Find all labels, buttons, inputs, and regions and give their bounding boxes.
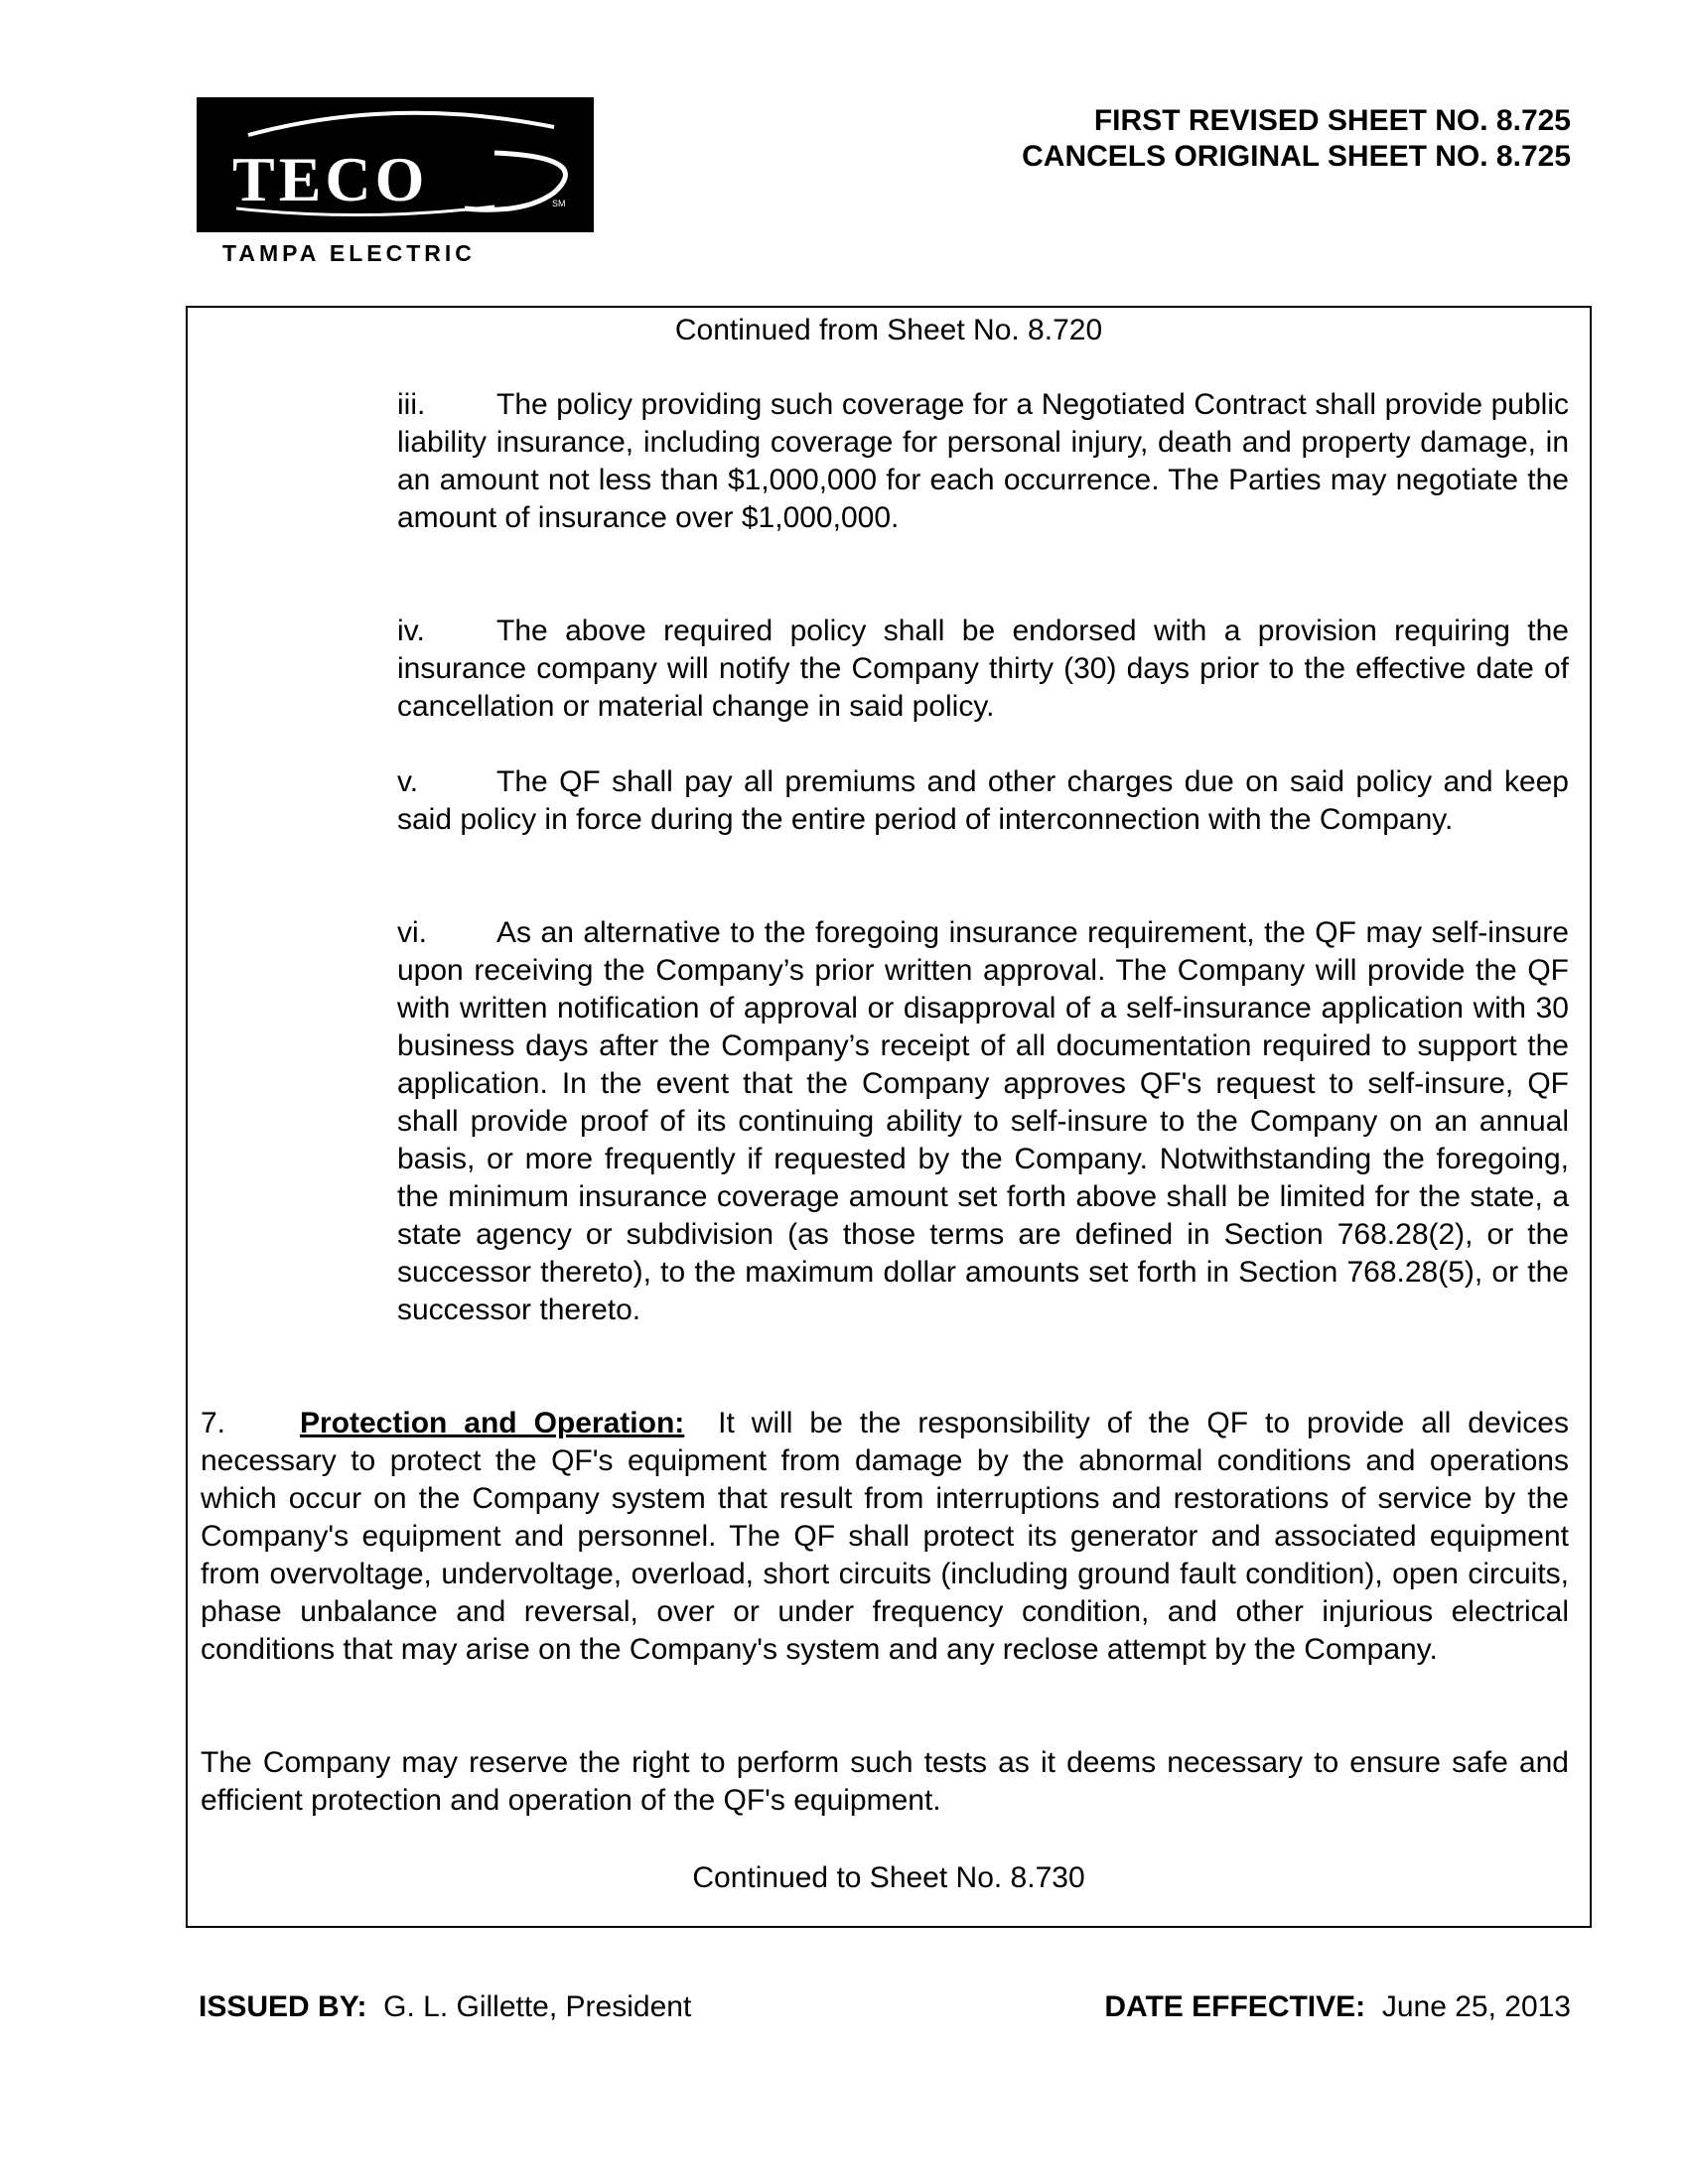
issued-by	[199, 1989, 691, 2025]
item-vi-paragraph	[397, 914, 1569, 1329]
item-number: v.	[397, 765, 419, 798]
item-text: As an alternative to the foregoing insurance requirement, the QF may self-insure upon receiving the Company’s prior written approval. The Company will provide the QF with written notification of approval or disapproval of a self-insurance application with 30 business days after the Company’s receipt of all documentation required to support the application. In the event that the Company approves QF's request to self-insure, QF shall provide proof of its continuing ability to self-insure to the Company on an annual basis, or more frequently if requested by the Company. Notwithstanding the foregoing, the minimum insurance coverage amount set forth above shall be limited for the state, a state agency or subdivision (as those terms are defined in Section 768.28(2), or the successor thereto), to the maximum dollar amounts set forth in Section 768.28(5), or the successor thereto.	[397, 916, 1569, 1326]
sheet-number: FIRST REVISED SHEET NO. 8.725	[1093, 104, 1571, 137]
sheet-header	[1022, 103, 1571, 175]
item-iv-paragraph	[397, 613, 1569, 726]
item-text: The QF shall pay all premiums and other charges due on said policy and keep said policy in force during the entire period of interconnection with the Company.	[397, 765, 1569, 836]
item-v-paragraph	[397, 763, 1569, 839]
continued-to-label: Continued to Sheet No. 8.730	[692, 1861, 1085, 1894]
teco-logo-graphic	[197, 97, 594, 232]
section-heading: Protection and Operation:	[300, 1407, 685, 1439]
item-iii-paragraph	[397, 386, 1569, 537]
item-number: vi.	[397, 916, 427, 949]
continued-from-label: Continued from Sheet No. 8.720	[674, 314, 1103, 346]
date-effective-value: June 25, 2013	[1381, 1990, 1571, 2023]
closing-paragraph: The Company may reserve the right to perform such tests as it deems necessary to ensure safe and efficient protection and operation of the QF's equipment.	[201, 1746, 1569, 1817]
item-number: iii.	[397, 388, 426, 421]
logo-subtitle: TAMPA ELECTRIC	[222, 240, 476, 266]
item-text: The policy providing such coverage for a Negotiated Contract shall provide public liability insurance, including coverage for personal injury, death and property damage, in an amount not less than $1,000,000 for each occurrence. The Parties may negotiate the amount of insurance over $1,000,000.	[397, 388, 1569, 534]
section-7-paragraph	[201, 1405, 1569, 1669]
section-number: 7.	[201, 1407, 226, 1439]
teco-logo	[197, 97, 594, 232]
date-effective	[1104, 1989, 1571, 2025]
logo-brand-text: TECO	[232, 144, 429, 214]
item-number: iv.	[397, 614, 425, 647]
tariff-content-box	[186, 306, 1592, 1928]
section-text: It will be the responsibility of the QF to provide all devices necessary to protect the QF's equipment from damage by the abnormal conditions and operations which occur on the Company system that result from interruptions and restorations of service by the Company's equipment and personnel. The QF shall protect its generator and associated equipment from overvoltage, undervoltage, overload, short circuits (including ground fault condition), open circuits, phase unbalance and reversal, over or under frequency condition, and other injurious electrical conditions that may arise on the Company's system and any reclose attempt by the Company.	[201, 1407, 1569, 1666]
logo-sm-mark: SM	[552, 199, 566, 208]
cancels-sheet-number: CANCELS ORIGINAL SHEET NO. 8.725	[1022, 140, 1571, 173]
date-effective-label: DATE EFFECTIVE:	[1104, 1990, 1366, 2023]
issued-by-label: ISSUED BY:	[199, 1990, 367, 2023]
item-text: The above required policy shall be endorsed with a provision requiring the insurance company will notify the Company thirty (30) days prior to the effective date of cancellation or material change in said policy.	[397, 614, 1569, 723]
issued-by-value: G. L. Gillette, President	[383, 1990, 692, 2023]
